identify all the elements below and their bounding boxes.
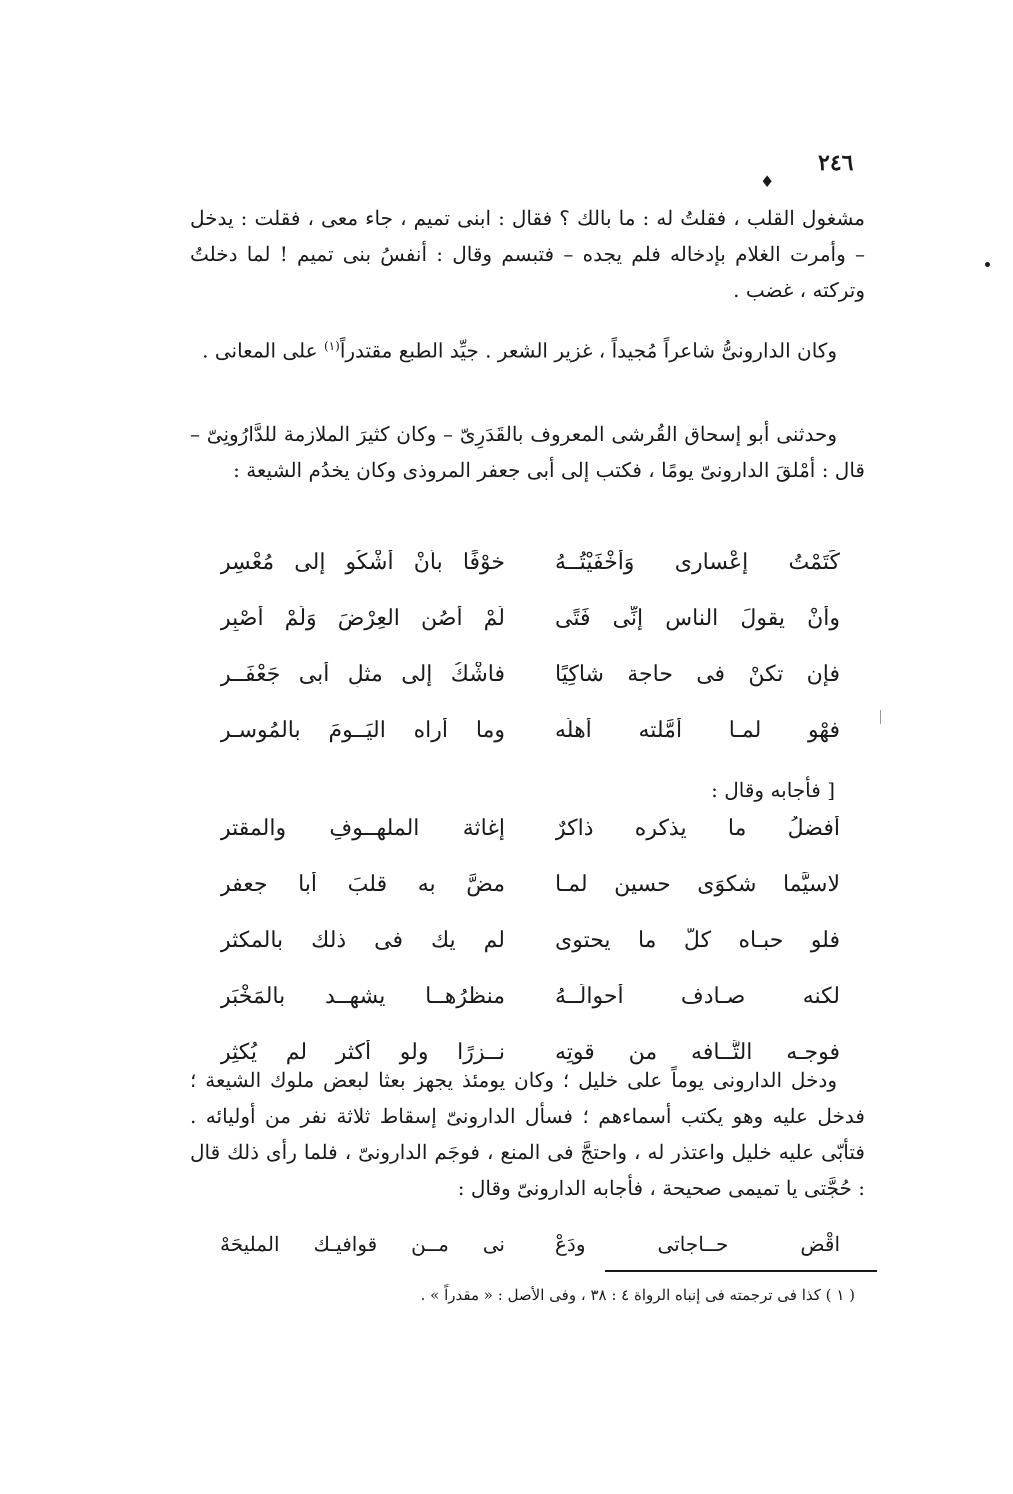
hemistich-second: إغاثة الملهــوفِ والمقترِ xyxy=(220,815,505,841)
hemistich-first: فوجـه التَّــافه من قوتِه xyxy=(555,1039,840,1065)
hemistich-second: فاشْكُ إلى مثلِ أَبى جَعْفَــرِ xyxy=(220,661,505,687)
hemistich-first: فإن تكنْ فى حاجة شاكِيًا xyxy=(555,661,840,687)
hemistich-second: وما أَراه اليَــومَ بالمُوسـرِ xyxy=(220,717,505,743)
verse-line xyxy=(220,968,840,1024)
paragraph-1 xyxy=(190,200,865,308)
poem-1 xyxy=(220,534,840,758)
verse-line xyxy=(220,800,840,856)
hemistich-second: خوْفًا بأَنْ أشْكُو إلى مُعْسِرِ xyxy=(220,549,505,575)
footnote-rule xyxy=(605,1270,877,1272)
hemistich-second: لم يك فى ذلك بالمكثرِ xyxy=(220,927,505,953)
paragraph-4 xyxy=(190,1062,865,1206)
hemistich-second: نى مــن قوافيـك المليحَهْ xyxy=(220,1232,505,1256)
hemistich-first: اقْضِ حــاجاتى ودَعْ xyxy=(555,1232,840,1256)
paragraph-end: على المعانى . xyxy=(202,338,324,363)
margin-tick xyxy=(880,710,881,724)
verse-line xyxy=(220,912,840,968)
paragraph-2 xyxy=(190,328,865,369)
paragraph-text: وحدثنى أبو إسحاق القُرشى المعروف بالقَدَرِىّ – وكان كثيرَ الملازمة للدَّارُونِىّ – قال : أمْلقَ الدارونىّ يومًا ، فكتب إلى أبى جعفر المروذى وكان يخدُم الشيعة : xyxy=(190,422,865,482)
paragraph-text xyxy=(190,328,865,369)
hemistich-second: لَمْ أَصُنِ العِرْضَ وَلَمْ أَصْبِرِ xyxy=(220,605,505,631)
margin-dot xyxy=(985,262,990,267)
hemistich-first: أفضلُ ما يذكره ذاكرٌ xyxy=(555,815,840,841)
verse-line xyxy=(220,856,840,912)
hemistich-first: لكنه صـادف أحوالَــهُ xyxy=(555,983,840,1009)
paragraph-text: ودخل الدارونى يوماً على خليل ؛ وكان يومئذ يجهز بعثا لبعض ملوك الشيعة ؛ فدخل عليه وهو يكتب أسماءهم ؛ فسأل الدارونىّ إسقاط ثلاثة نفر من أوليائه . فتأبّى عليه خليل واعتذر له ، واحتجَّ فى المنع ، فوجَم الدارونىّ ، فلما رأى ذلك قال : حُجَّتى يا تميمى صحيحة ، فأجابه الدارونىّ وقال : xyxy=(190,1068,865,1200)
verse-line xyxy=(220,590,840,646)
verse-line xyxy=(220,646,840,702)
hemistich-second: نــزرًا ولو أكثر لم يُكثِرِ xyxy=(220,1039,505,1065)
paragraph-text: مشغول القلب ، فقلتُ له : ما بالك ؟ فقال : ابنى تميم ، جاء معى ، فقلت : يدخل – وأمرت الغلام بإدخاله فلم يجده – فتبسم وقال : أنفسُ بنى تميم ! لما دخلتُ وتركته ، غضب . xyxy=(190,206,865,302)
paragraph-3 xyxy=(190,416,865,488)
hemistich-first: لاسيَّما شكوَى حسينٍ لمـا xyxy=(555,871,840,897)
poem-2 xyxy=(220,800,840,1080)
page-number: ٢٤٦ xyxy=(818,150,854,176)
hemistich-first: كَتَمْتُ إعْسارِى وَأَخْفَيْتُــهُ xyxy=(555,549,840,575)
verse-line xyxy=(220,1232,840,1256)
poem-2-intro: [ فأجابه وقال : xyxy=(711,778,835,802)
hemistich-second: منظرُهــا يشهــد بالمَخْبَرِ xyxy=(220,983,505,1009)
footnote: ( ١ ) كذا فى ترجمته فى إنباه الرواة ٤ : ٣٨ ، وفى الأصل : « مقدراً » . xyxy=(420,1286,855,1304)
verse-line xyxy=(220,534,840,590)
hemistich-first: فهْو لمـا أَمَّلته أَهلُه xyxy=(555,717,840,743)
hemistich-first: فلو حبـاه كلَّ ما يحتوى xyxy=(555,927,840,953)
verse-line xyxy=(220,702,840,758)
footnote-ref: (١) xyxy=(323,339,340,353)
hemistich-second: مضَّ به قلبَ أبا جعفرِ xyxy=(220,871,505,897)
hemistich-first: وأَنْ يقولَ الناس إنِّى فَتًى xyxy=(555,605,840,631)
paragraph-main: وكان الدارونىُّ شاعراً مُجيداً ، غزير الشعر . جيِّد الطبع مقتدراً xyxy=(339,338,837,363)
ornament-icon: ♦ xyxy=(760,172,775,191)
